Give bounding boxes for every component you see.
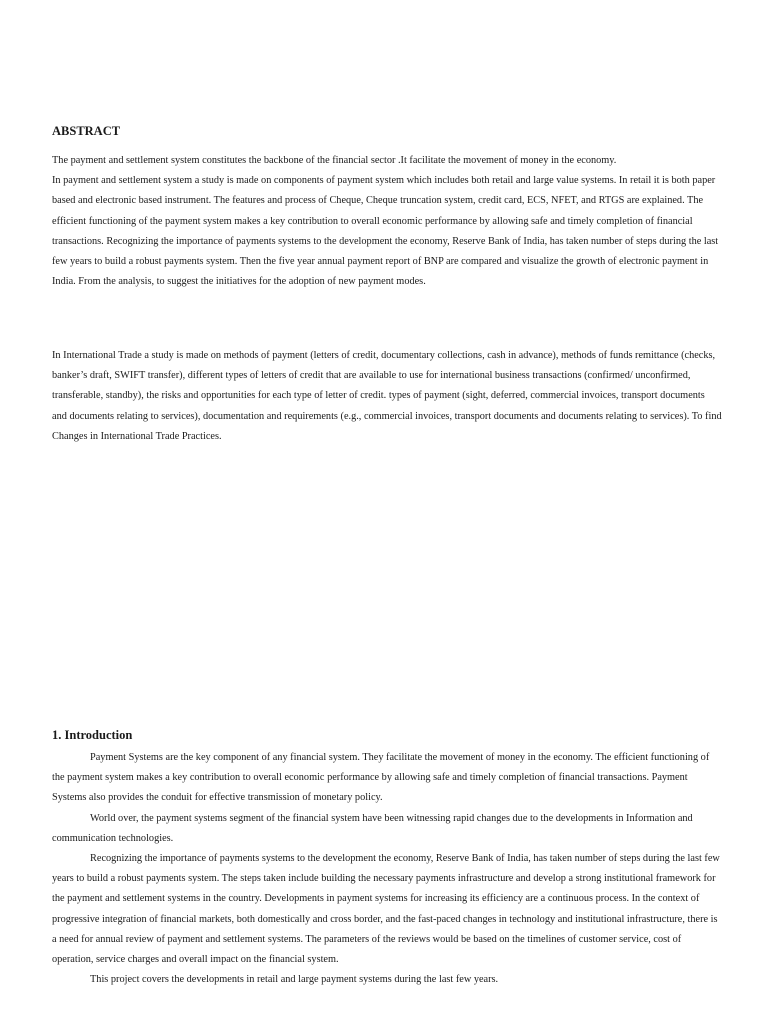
introduction-paragraph-1: Payment Systems are the key component of any financial system. They facilitate the movement of money in the economy. The efficient functioning of the payment system makes a key contribution to overall economic performance by allowing safe and timely completion of financial transactions. Payment Systems also provides the conduit for effective transmission of monetary policy.	[52, 752, 710, 804]
abstract-paragraph-1	[52, 151, 722, 292]
introduction-heading: 1. Introduction	[52, 728, 133, 742]
introduction-paragraph-2: World over, the payment systems segment of the financial system have been witnessing rapid changes due to the developments in Information and communication technologies.	[52, 812, 693, 844]
abstract-paragraph-2	[52, 346, 722, 447]
introduction-body	[52, 748, 722, 990]
abstract-paragraph-1-first-line: The payment and settlement system constitutes the backbone of the financial sector .It facilitate the movement of money in the economy.	[52, 155, 617, 166]
abstract-paragraph-2-body: In International Trade a study is made on methods of payment (letters of credit, documentary collections, cash in advance), methods of funds remittance (checks, banker’s draft, SWIFT transfer), different types of letters of credit that are available to use for international business transactions (confirmed/ unconfirmed, transferable, standby), the risks and opportunities for each type of letter of credit. types of payment (sight, deferred, commercial invoices, transport documents and documents relating to services), documentation and requirements (e.g., commercial invoices, transport documents and documents relating to services). To find Changes in International Trade Practices.	[52, 350, 722, 442]
abstract-heading: ABSTRACT	[52, 124, 121, 138]
introduction-paragraph-4: This project covers the developments in retail and large payment systems during the last few years.	[90, 974, 499, 986]
introduction-paragraph-3: Recognizing the importance of payments systems to the development the economy, Reserve Bank of India, has taken number of steps during the last few years to build a robust payments system. The steps taken include building the necessary payments infrastructure and develop a strong institutional framework for the payment and settlement systems in the country. Developments in payment systems for increasing its efficiency are a continuous process. In the context of progressive integration of financial markets, both domestically and cross border, and the fast-paced changes in technology and institutional infrastructure, there is a need for annual review of payment and settlement systems. The parameters of the reviews would be based on the timelines of customer service, cost of operation, service charges and overall impact on the financial system.	[52, 853, 720, 966]
abstract-paragraph-1-body: In payment and settlement system a study is made on components of payment system which includes both retail and large value systems. In retail it is both paper based and electronic based instrument. The features and process of Cheque, Cheque truncation system, credit card, ECS, NFET, and RTGS are explained. The efficient functioning of the payment system makes a key contribution to overall economic performance by allowing safe and timely completion of financial transactions. Recognizing the importance of payments systems to the development the economy, Reserve Bank of India, has taken number of steps during the last few years to build a robust payments system. Then the five year annual payment report of BNP are compared and visualize the growth of electronic payment in India. From the analysis, to suggest the initiatives for the adoption of new payment modes.	[52, 175, 719, 288]
